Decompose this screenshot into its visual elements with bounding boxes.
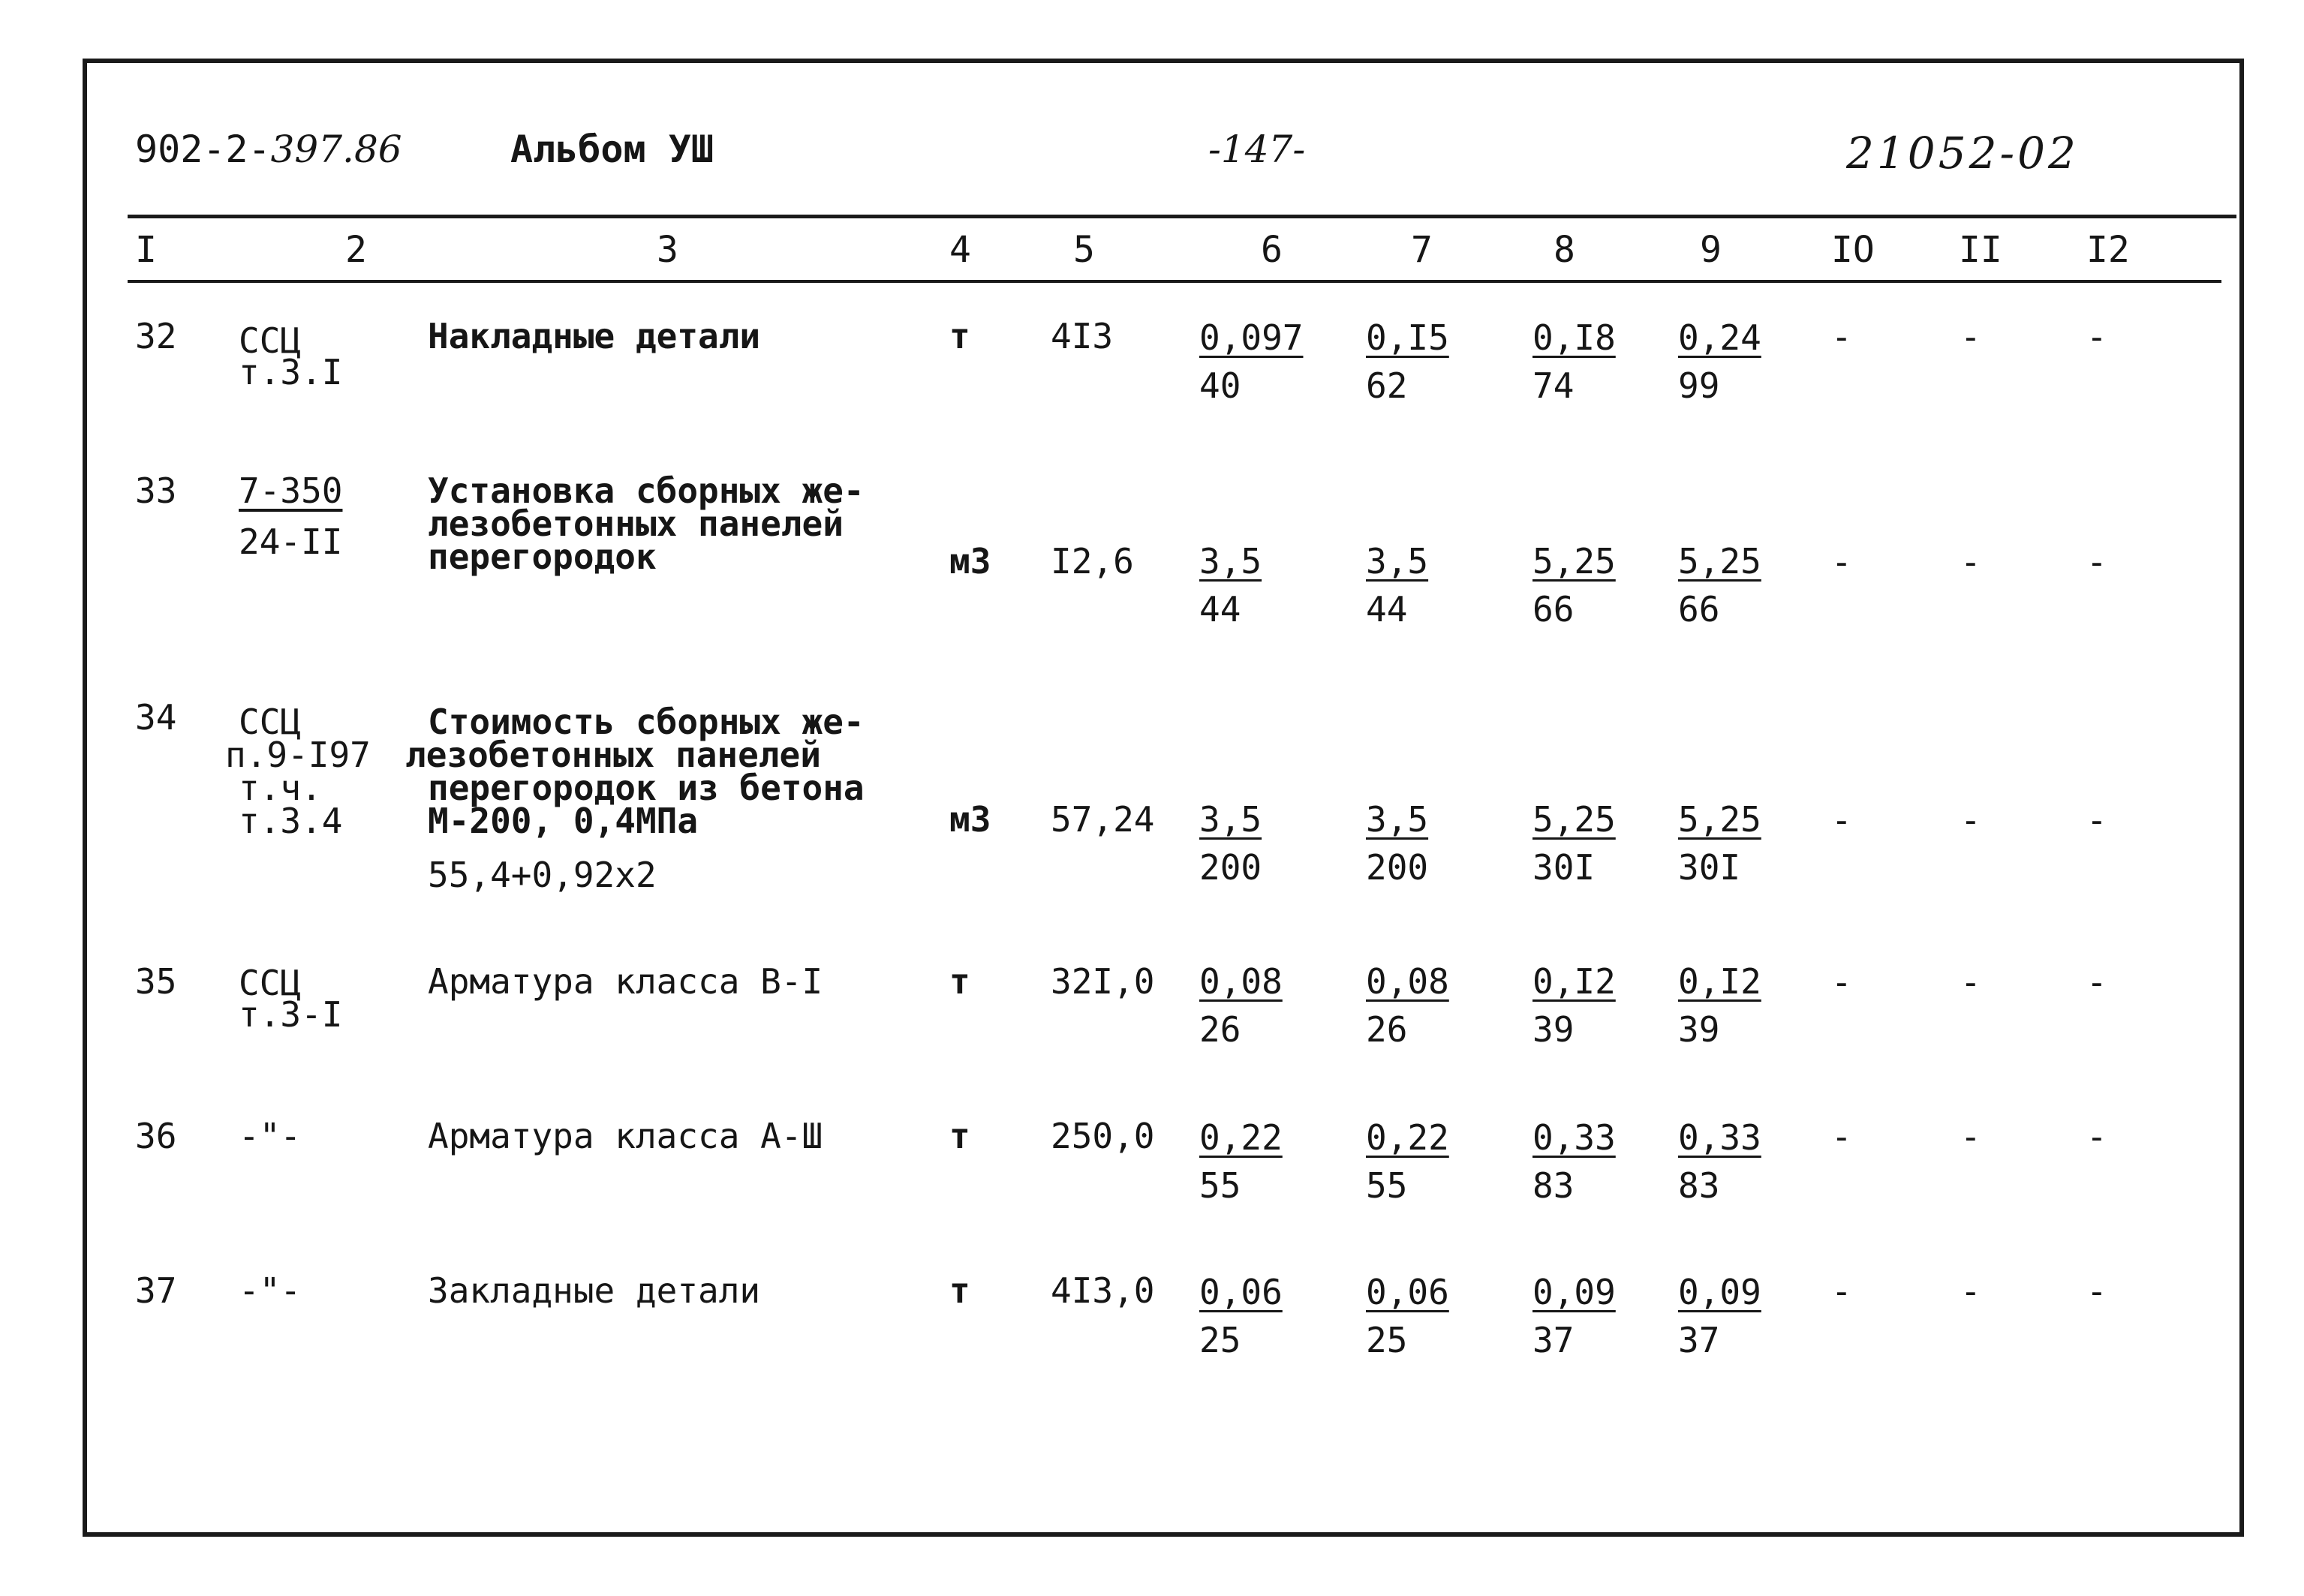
norm-code: т.3.4: [239, 801, 343, 841]
unit: м3: [949, 541, 991, 582]
col-1: I: [135, 229, 157, 271]
work-name: лезобетонных панелей: [428, 503, 844, 544]
norm-code: -"-: [239, 1270, 302, 1311]
reference-number: 21052-02: [1846, 128, 2079, 179]
col9-value: 5,25 30I: [1678, 799, 1761, 888]
col10-value: -: [1831, 1117, 1852, 1157]
col8-value: 0,09 37: [1532, 1272, 1616, 1360]
row-number: 33: [135, 470, 177, 511]
unit: м3: [949, 799, 991, 840]
col10-value: -: [1831, 800, 1852, 840]
col12-value: -: [2086, 800, 2107, 840]
col10-value: -: [1831, 1271, 1852, 1312]
col11-value: -: [1960, 800, 1981, 840]
doc-code-handwritten: 397.86: [270, 128, 402, 171]
norm-code: -"-: [239, 1116, 302, 1156]
row-number: 32: [135, 316, 177, 356]
quantity: 57,24: [1051, 799, 1155, 840]
col-5: 5: [1073, 229, 1095, 271]
unit: т: [949, 1116, 970, 1156]
work-name: Закладные детали: [428, 1270, 761, 1311]
calculation-note: 55,4+0,92х2: [428, 855, 657, 895]
norm-code: ССЦ: [239, 320, 302, 361]
unit: т: [949, 316, 970, 356]
norm-code: ССЦ: [239, 963, 302, 1003]
col10-value: -: [1831, 542, 1852, 582]
quantity: 250,0: [1051, 1116, 1155, 1156]
norm-code: т.ч.: [239, 768, 322, 808]
col6-value: 0,097 40: [1199, 317, 1304, 406]
row-number: 35: [135, 961, 177, 1002]
col11-value: -: [1960, 1117, 1981, 1157]
col8-value: 0,I2 39: [1532, 961, 1616, 1050]
norm-code: т.3.I: [239, 352, 343, 392]
norm-code: т.3-I: [239, 994, 343, 1035]
col6-value: 0,06 25: [1199, 1272, 1283, 1360]
col9-value: 0,09 37: [1678, 1272, 1761, 1360]
work-name: лезобетонных панелей: [405, 735, 821, 775]
col9-value: 0,33 83: [1678, 1117, 1761, 1206]
col7-value: 3,5 200: [1366, 799, 1429, 888]
col9-value: 5,25 66: [1678, 541, 1761, 630]
quantity: 4I3: [1051, 316, 1114, 356]
doc-code: [135, 128, 402, 171]
col-10: IO: [1831, 229, 1875, 271]
col12-value: -: [2086, 1271, 2107, 1312]
col8-value: 5,25 30I: [1532, 799, 1616, 888]
col-3: 3: [657, 229, 678, 271]
norm-code: п.9-I97: [225, 735, 371, 775]
norm-code: 24-II: [239, 521, 343, 562]
work-name: Накладные детали: [428, 316, 761, 356]
col7-value: 0,06 25: [1366, 1272, 1449, 1360]
col11-value: -: [1960, 962, 1981, 1002]
col12-value: -: [2086, 317, 2107, 357]
row-number: 34: [135, 697, 177, 738]
work-name: Арматура класса В-I: [428, 961, 823, 1002]
col6-value: 3,5 44: [1199, 541, 1262, 630]
quantity: I2,6: [1051, 541, 1134, 582]
col12-value: -: [2086, 962, 2107, 1002]
col9-value: 0,I2 39: [1678, 961, 1761, 1050]
header-rule: [128, 215, 2236, 218]
col10-value: -: [1831, 962, 1852, 1002]
col-4: 4: [949, 229, 971, 271]
col-12: I2: [2086, 229, 2130, 271]
norm-code: 7-350: [239, 470, 343, 511]
row-number: 36: [135, 1116, 177, 1156]
col6-value: 0,08 26: [1199, 961, 1283, 1050]
col8-value: 0,I8 74: [1532, 317, 1616, 406]
quantity: 4I3,0: [1051, 1270, 1155, 1311]
col12-value: -: [2086, 1117, 2107, 1157]
col-2: 2: [345, 229, 367, 271]
work-name: Стоимость сборных же-: [428, 702, 865, 742]
col6-value: 3,5 200: [1199, 799, 1262, 888]
album-title: Альбом УШ: [510, 128, 714, 171]
page-number: -147-: [1208, 128, 1306, 171]
col8-value: 5,25 66: [1532, 541, 1616, 630]
col8-value: 0,33 83: [1532, 1117, 1616, 1206]
work-name: перегородок из бетона: [428, 768, 865, 808]
col11-value: -: [1960, 542, 1981, 582]
unit: т: [949, 961, 970, 1002]
col11-value: -: [1960, 317, 1981, 357]
work-name: М-200, 0,4МПа: [428, 801, 699, 841]
col12-value: -: [2086, 542, 2107, 582]
col-8: 8: [1554, 229, 1575, 271]
col7-value: 3,5 44: [1366, 541, 1429, 630]
col9-value: 0,24 99: [1678, 317, 1761, 406]
work-name: перегородок: [428, 537, 657, 577]
doc-code-printed: 902-2-: [135, 128, 271, 171]
col-6: 6: [1261, 229, 1283, 271]
col-9: 9: [1700, 229, 1722, 271]
col10-value: -: [1831, 317, 1852, 357]
row-number: 37: [135, 1270, 177, 1311]
norm-code: ССЦ: [239, 702, 302, 742]
col-11: II: [1959, 229, 2002, 271]
quantity: 32I,0: [1051, 961, 1155, 1002]
col7-value: 0,I5 62: [1366, 317, 1449, 406]
work-name: Установка сборных же-: [428, 470, 865, 511]
unit: т: [949, 1270, 970, 1311]
col7-value: 0,22 55: [1366, 1117, 1449, 1206]
col11-value: -: [1960, 1271, 1981, 1312]
work-name: Арматура класса А-Ш: [428, 1116, 823, 1156]
col-7: 7: [1411, 229, 1433, 271]
col6-value: 0,22 55: [1199, 1117, 1283, 1206]
column-header-rule: [128, 280, 2221, 283]
col7-value: 0,08 26: [1366, 961, 1449, 1050]
